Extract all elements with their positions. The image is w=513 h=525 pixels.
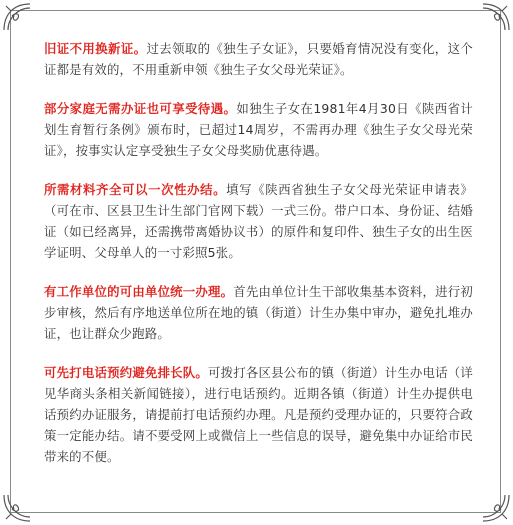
corner-ornament-icon: [2, 2, 32, 32]
paragraph-heading: 可先打电话预约避免排长队。: [44, 365, 209, 380]
paragraph-old-certificate: [44, 38, 473, 80]
paragraph-heading: 旧证不用换新证。: [44, 41, 147, 56]
paragraph-employer-processing: [44, 281, 473, 344]
corner-ornament-icon: [2, 493, 32, 523]
paragraph-no-certificate-needed: [44, 98, 473, 161]
paragraph-text: 填写《陕西省独生子女父母光荣证申请表》（可在市、区县卫生计生部门官网下载）一式三份。带户口本、身份证、结婚证（如已经离异，还需携带离婚协议书）的原件和复印件、独生子女的出生医学证明、父母单人的一寸彩照5张。: [44, 182, 473, 260]
paragraph-heading: 有工作单位的可由单位统一办理。: [44, 284, 234, 299]
paragraph-required-materials: [44, 179, 473, 263]
paragraph-text: 可拨打各区县公布的镇（街道）计生办电话（详见华商头条相关新闻链接），进行电话预约。近期各镇（街道）计生办提供电话预约办证服务，请提前打电话预约办理。凡是预约受理办证的，只要符合政策一定能办结。请不要受网上或微信上一些信息的误导，避免集中办证给市民带来的不便。: [44, 365, 473, 464]
paragraph-phone-appointment: [44, 362, 473, 467]
paragraph-text: 过去领取的《独生子女证》，只要婚育情况没有变化，这个证都是有效的，不用重新申领《独生子女父母光荣证》。: [44, 41, 473, 77]
paragraph-heading: 部分家庭无需办证也可享受待遇。: [44, 101, 237, 116]
paragraph-text: 如独生子女在1981年4月30日《陕西省计划生育暂行条例》颁布时，已超过14周岁，不需再办理《独生子女父母光荣证》，按事实认定享受独生子女父母奖励优惠待遇。: [44, 101, 474, 158]
paragraph-heading: 所需材料齐全可以一次性办结。: [44, 182, 227, 197]
paragraph-text: 首先由单位计生干部收集基本资料，进行初步审核，然后有序地送单位所在地的镇（街道）计生办集中审办，避免扎堆办证，也让群众少跑路。: [44, 284, 473, 341]
corner-ornament-icon: [481, 2, 511, 32]
article-body: [44, 38, 473, 467]
corner-ornament-icon: [481, 493, 511, 523]
